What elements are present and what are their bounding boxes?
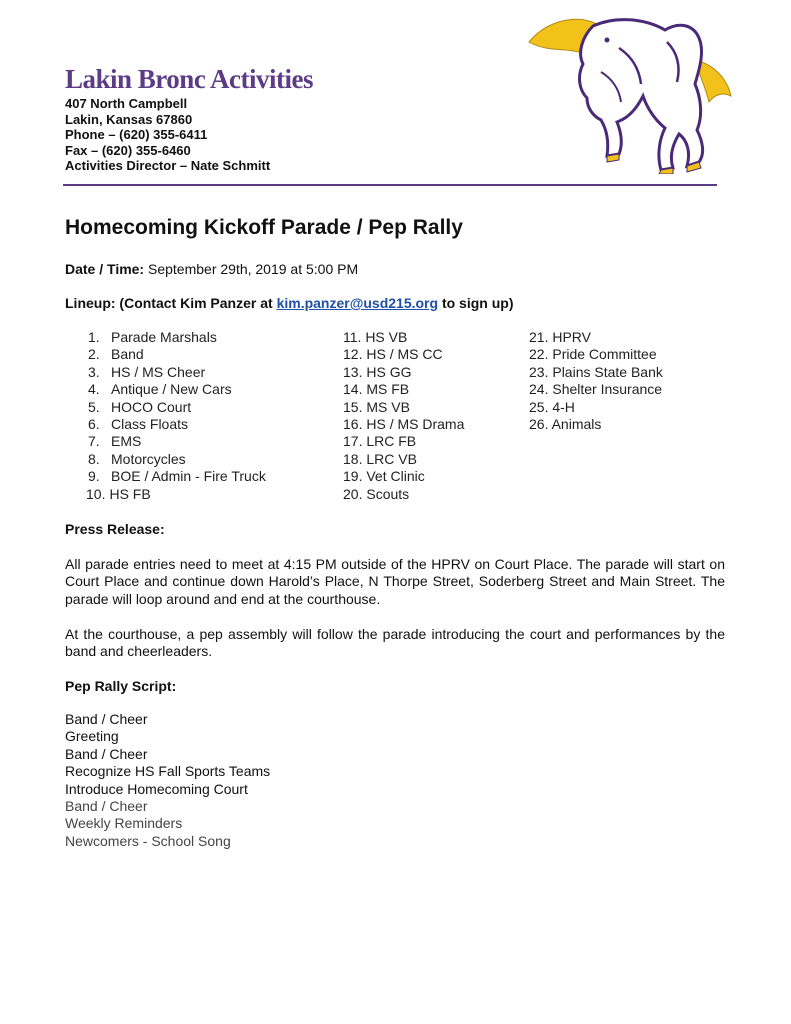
lineup-heading xyxy=(65,295,514,311)
list-item: Introduce Homecoming Court xyxy=(65,780,248,797)
list-text: Motorcycles xyxy=(111,450,186,467)
address-line: Lakin, Kansas 67860 xyxy=(65,111,193,127)
header-divider xyxy=(63,184,717,186)
list-number: 8. xyxy=(88,450,100,467)
list-text: Band xyxy=(111,346,144,363)
list-item xyxy=(88,433,266,450)
list-item: 22. Pride Committee xyxy=(529,346,657,363)
address-block xyxy=(65,96,270,174)
list-item xyxy=(88,399,266,416)
list-item: 13. HS GG xyxy=(343,363,412,380)
press-release-paragraph-2: At the courthouse, a pep assembly will follow the parade introducing the court and performances by the band and cheerleaders. xyxy=(65,626,725,660)
date-time-label: Date / Time: xyxy=(65,261,145,277)
address-line: 407 North Campbell xyxy=(65,96,188,111)
list-item: Newcomers - School Song xyxy=(65,832,231,849)
list-item xyxy=(88,329,266,346)
list-text: Parade Marshals xyxy=(111,329,217,345)
bronco-horse-logo-icon xyxy=(527,12,733,174)
list-text: EMS xyxy=(111,433,142,450)
list-text: HS FB xyxy=(109,485,151,502)
date-time-line xyxy=(65,261,358,277)
list-item: 20. Scouts xyxy=(343,485,410,502)
list-item: Recognize HS Fall Sports Teams xyxy=(65,763,271,780)
list-item: Band / Cheer xyxy=(65,798,148,815)
list-item: Greeting xyxy=(65,728,119,745)
list-text: BOE / Admin - Fire Truck xyxy=(111,468,266,485)
list-text: HOCO Court xyxy=(111,398,192,415)
list-number: 10. xyxy=(86,485,106,502)
lineup-column-3 xyxy=(529,329,663,433)
list-number: 6. xyxy=(88,416,100,433)
list-item xyxy=(88,381,266,398)
pep-rally-script-list xyxy=(65,711,270,850)
list-item: Band / Cheer xyxy=(65,745,148,762)
list-item: 12. HS / MS CC xyxy=(343,346,443,363)
list-item: 26. Animals xyxy=(529,416,602,433)
list-item: 16. HS / MS Drama xyxy=(343,416,465,433)
list-text: HS / MS Cheer xyxy=(111,363,206,380)
list-item: 21. HPRV xyxy=(529,329,591,345)
list-item: 25. 4-H xyxy=(529,398,575,415)
list-item: 11. HS VB xyxy=(343,329,408,345)
list-number: 5. xyxy=(88,398,100,415)
list-item: 24. Shelter Insurance xyxy=(529,381,663,398)
address-line: Phone – (620) 355-6411 xyxy=(65,127,208,143)
lineup-label-prefix: Lineup: (Contact Kim Panzer at xyxy=(65,295,273,311)
list-item: Band / Cheer xyxy=(65,711,148,727)
lineup-column-2 xyxy=(343,329,464,503)
address-line: Fax – (620) 355-6460 xyxy=(65,142,191,158)
contact-email-link[interactable]: kim.panzer@usd215.org xyxy=(276,295,439,311)
list-text: Antique / New Cars xyxy=(111,381,232,398)
date-time-value: September 29th, 2019 at 5:00 PM xyxy=(148,261,359,277)
address-line: Activities Director – Nate Schmitt xyxy=(65,158,271,174)
list-item xyxy=(88,468,266,485)
press-release-heading: Press Release: xyxy=(65,521,165,537)
list-item: 18. LRC VB xyxy=(343,450,417,467)
list-item: 14. MS FB xyxy=(343,381,410,398)
org-name: Lakin Bronc Activities xyxy=(65,64,314,94)
list-number: 7. xyxy=(88,433,100,450)
list-item: 23. Plains State Bank xyxy=(529,363,663,380)
list-text: Class Floats xyxy=(111,416,189,433)
list-number: 9. xyxy=(88,468,100,485)
list-item: 15. MS VB xyxy=(343,398,410,415)
list-number: 1. xyxy=(88,329,100,345)
page-title: Homecoming Kickoff Parade / Pep Rally xyxy=(65,216,463,239)
list-item xyxy=(88,346,266,363)
list-item: 17. LRC FB xyxy=(343,433,417,450)
list-item: Weekly Reminders xyxy=(65,815,183,832)
lineup-column-1 xyxy=(88,329,266,503)
lineup-label-suffix: to sign up) xyxy=(441,295,514,311)
list-item xyxy=(88,364,266,381)
list-item xyxy=(88,451,266,468)
list-number: 2. xyxy=(88,346,100,363)
list-number: 4. xyxy=(88,381,100,398)
list-number: 3. xyxy=(88,363,100,380)
list-item xyxy=(86,486,266,503)
list-item: 19. Vet Clinic xyxy=(343,468,425,485)
press-release-paragraph-1: All parade entries need to meet at 4:15 PM outside of the HPRV on Court Place. The parade will start on Court Place and continue down Harold’s Place, N Thorpe Street, Soderberg Street and Main Street. The parade will loop around and end at the courthouse. xyxy=(65,556,725,607)
list-item xyxy=(88,416,266,433)
pep-rally-heading: Pep Rally Script: xyxy=(65,678,177,694)
